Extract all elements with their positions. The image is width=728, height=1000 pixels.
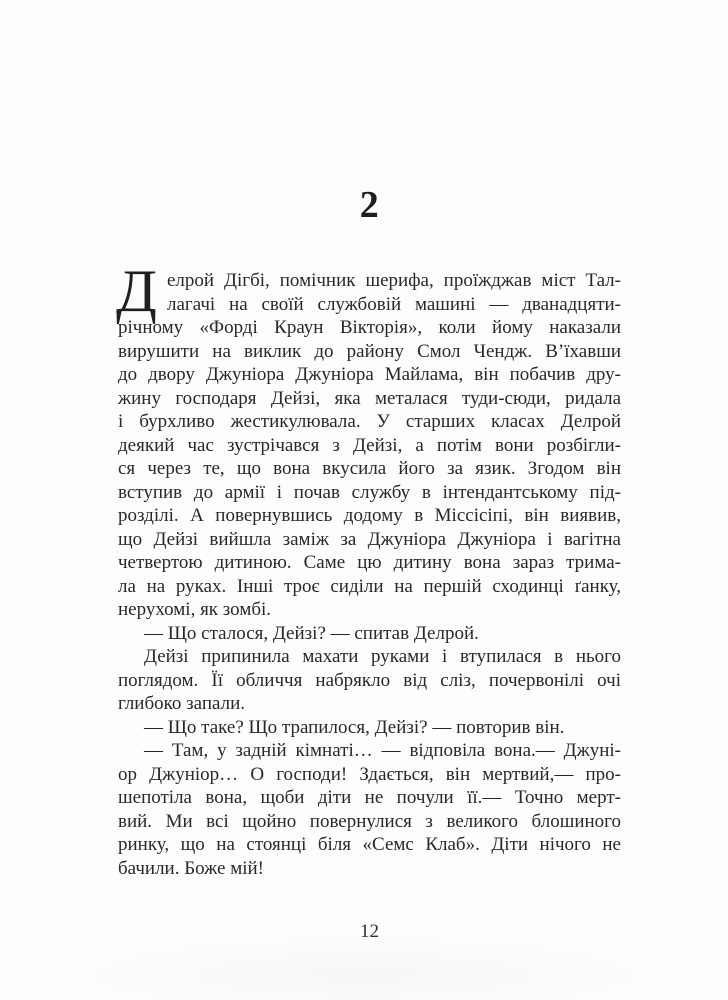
text-line: Дейзі припинила махати руками і втупилася в нього bbox=[144, 646, 621, 667]
text-line: і бурхливо жестикулювала. У старших класах Делрой bbox=[118, 411, 621, 432]
text-line: елрой Дігбі, помічник шерифа, проїжджав міст Тал- bbox=[167, 270, 621, 291]
paragraph bbox=[118, 622, 621, 646]
text-line: поглядом. Її обличчя набрякло від сліз, почервонілі очі bbox=[118, 669, 621, 691]
text-line: що Дейзі вийшла заміж за Джуніора Джуніора і вагітна bbox=[118, 528, 621, 550]
text-line: — Що таке? Що трапилося, Дейзі? — повторив він. bbox=[144, 716, 565, 738]
text-line: нерухомі, як зомбі. bbox=[118, 599, 272, 620]
paragraph bbox=[116, 258, 621, 622]
text-line: річному «Форді Краун Вікторія», коли йому наказали bbox=[118, 317, 621, 338]
text-line: вирушити на виклик до району Смол Чендж. В’їхавши bbox=[118, 340, 621, 362]
drop-cap: Д bbox=[116, 258, 157, 324]
paragraph bbox=[118, 645, 621, 716]
text-line: — Там, у задній кімнаті… — відповіла вона.— Джуні- bbox=[144, 740, 621, 761]
text-line: жину господаря Дейзі, яка металася туди-сюди, ридала bbox=[118, 387, 621, 409]
text-line: лагачі на своїй службовій машині — дванадцяти- bbox=[167, 293, 621, 315]
text-line: шепотіла вона, щоби діти не почули її.— Точно мерт- bbox=[118, 787, 621, 808]
text-line: розділі. А повернувшись додому в Міссісіпі, він виявив, bbox=[118, 505, 621, 526]
body-text-block bbox=[116, 258, 621, 880]
page-number: 12 bbox=[360, 921, 379, 942]
text-line: глибоко запали. bbox=[118, 693, 246, 714]
text-line: ла на руках. Інші троє сиділи на першій сходинці ґанку, bbox=[118, 575, 621, 597]
text-line: деякий час зустрічався з Дейзі, а потім вони розбігли- bbox=[118, 434, 621, 456]
text-line: ринку, що на стоянці біля «Семс Клаб». Діти нічого не bbox=[118, 834, 621, 855]
chapter-number-heading: 2 bbox=[359, 184, 380, 226]
paragraph bbox=[118, 716, 621, 740]
text-line: ор Джуніор… О господи! Здається, він мертвий,— про- bbox=[118, 763, 621, 785]
text-line: бачили. Боже мій! bbox=[118, 857, 265, 879]
text-line: ся через те, що вона вкусила його за язик. Згодом він bbox=[118, 458, 621, 479]
text-line: четвертою дитиною. Саме цю дитину вона зараз трима- bbox=[118, 552, 621, 573]
text-line: до двору Джуніора Джуніора Майлама, він побачив дру- bbox=[118, 364, 621, 385]
text-line: — Що сталося, Дейзі? — спитав Делрой. bbox=[144, 622, 479, 644]
paragraph bbox=[118, 739, 621, 880]
text-line: вий. Ми всі щойно повернулися з великого блошиного bbox=[118, 810, 621, 832]
text-line: вступив до армії і почав службу в інтендантському під- bbox=[118, 481, 621, 503]
